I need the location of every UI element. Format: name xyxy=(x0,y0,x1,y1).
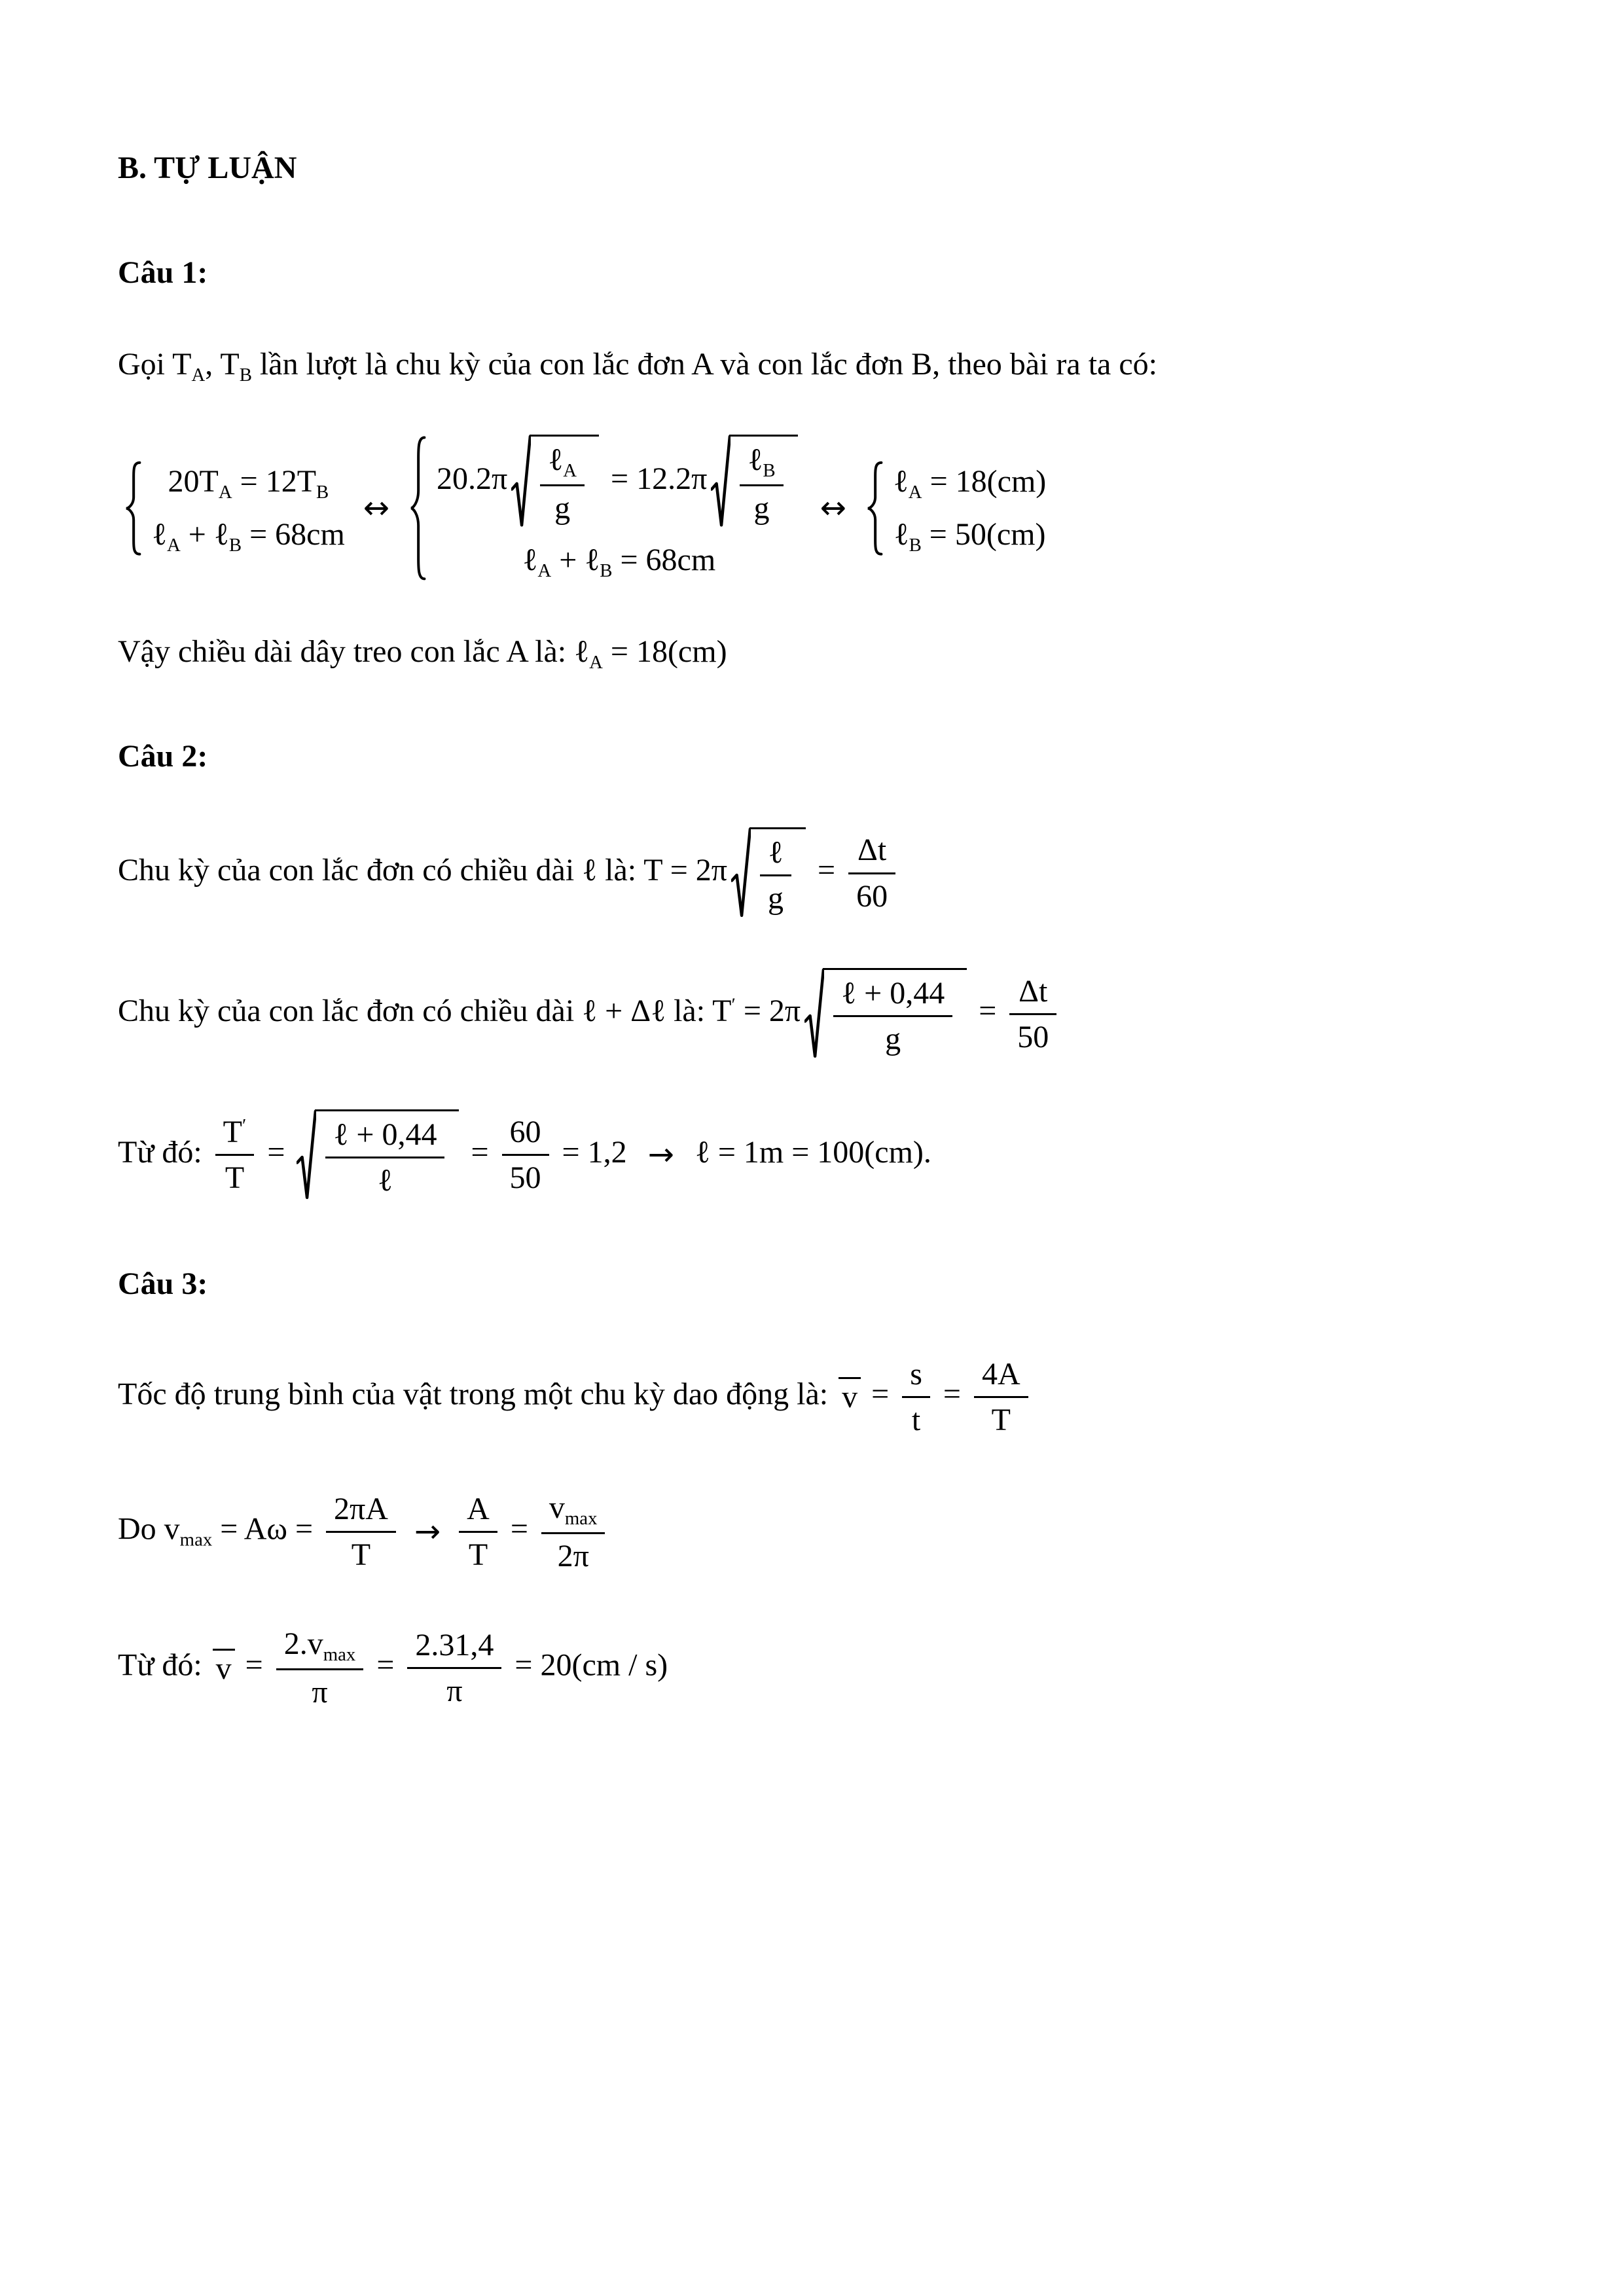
text-run: ℓ xyxy=(893,464,909,499)
text-run: T xyxy=(223,1115,242,1150)
subscript: B xyxy=(239,364,252,386)
text-run: = 18(cm) xyxy=(602,634,727,670)
overline-variable: v xyxy=(213,1649,235,1685)
q3-line2 xyxy=(118,1488,1513,1575)
radical-icon xyxy=(511,435,531,529)
numerator xyxy=(902,1355,930,1396)
numerator xyxy=(276,1624,364,1668)
square-root xyxy=(804,968,967,1060)
equation-system xyxy=(865,461,1046,556)
radical-icon xyxy=(297,1109,316,1201)
numerator xyxy=(459,1490,497,1531)
numerator xyxy=(974,1355,1028,1396)
text-run: 50 xyxy=(1017,1019,1049,1054)
text-run: ℓ + 0,44 xyxy=(333,1117,437,1152)
text-run: = 12.2π xyxy=(603,461,708,497)
text-run: ℓ xyxy=(893,516,909,552)
text-run: = 2π xyxy=(735,994,801,1029)
subscript: B xyxy=(316,482,329,503)
text-run: g xyxy=(768,881,784,916)
numerator xyxy=(740,440,783,484)
subscript: A xyxy=(191,364,206,386)
radicand xyxy=(729,435,797,529)
subscript: B xyxy=(909,534,922,556)
denominator xyxy=(833,1015,952,1058)
text-run: g xyxy=(753,491,770,526)
numerator xyxy=(1009,972,1056,1013)
text-run: = 1,2 xyxy=(554,1134,635,1170)
text-run: 50 xyxy=(509,1160,541,1196)
denominator xyxy=(740,484,783,528)
text-run: 60 xyxy=(509,1115,541,1150)
subscript: B xyxy=(228,534,242,556)
text-run: Từ đó: xyxy=(118,1134,210,1170)
text-run: Gọi T xyxy=(118,346,192,382)
system-rows xyxy=(893,461,1046,556)
text-run: ℓ xyxy=(748,442,763,478)
text-run: ℓ = 1m = 100(cm). xyxy=(687,1134,931,1170)
text-run: 2π xyxy=(557,1539,589,1574)
fraction xyxy=(541,1488,605,1575)
text-run: ℓ + 0,44 xyxy=(841,976,945,1011)
text-run: 20T xyxy=(168,464,219,499)
square-root xyxy=(711,435,797,529)
text-run: = xyxy=(237,1647,271,1683)
text-run: π xyxy=(446,1674,463,1709)
fraction xyxy=(760,833,791,918)
numerator xyxy=(848,831,895,872)
text-run: t xyxy=(911,1402,921,1437)
subscript: max xyxy=(323,1644,356,1666)
text-run: = xyxy=(463,1134,497,1170)
text-run: T xyxy=(468,1537,488,1573)
text-run: = xyxy=(971,994,1005,1029)
system-rows xyxy=(152,461,345,556)
radicand xyxy=(823,968,967,1060)
q1-conclusion xyxy=(118,631,1513,673)
text-run: Từ đó: xyxy=(118,1647,210,1683)
denominator xyxy=(276,1668,364,1712)
left-brace-icon xyxy=(408,435,427,582)
fraction xyxy=(276,1624,364,1712)
text-run: = xyxy=(935,1376,969,1412)
subscript: B xyxy=(600,560,613,582)
text-run: 20.2π xyxy=(437,461,508,497)
text-run: s xyxy=(910,1356,922,1391)
denominator xyxy=(502,1154,549,1197)
subscript: A xyxy=(908,482,922,503)
text-run: = 12T xyxy=(232,464,317,499)
text-run: 4A xyxy=(981,1356,1020,1391)
radicand xyxy=(749,827,806,919)
q1-system-equation xyxy=(118,435,1513,582)
radicand xyxy=(530,435,599,529)
fraction xyxy=(502,1113,549,1197)
numerator xyxy=(541,1488,605,1532)
overline-variable: v xyxy=(839,1377,861,1414)
section-title: B. TỰ LUẬN xyxy=(118,151,297,185)
denominator xyxy=(326,1531,396,1574)
numerator xyxy=(502,1113,549,1154)
numerator xyxy=(325,1115,444,1157)
q3-title: Câu 3: xyxy=(118,1266,208,1301)
text-run: = 20(cm / s) xyxy=(507,1647,668,1683)
subscript: max xyxy=(564,1508,598,1530)
denominator xyxy=(407,1667,501,1710)
text-run: = xyxy=(863,1376,897,1412)
system-rows xyxy=(437,435,802,582)
fraction xyxy=(540,440,585,528)
text-run: Chu kỳ của con lắc đơn có chiều dài ℓ + Δℓ là: T xyxy=(118,994,732,1029)
numerator xyxy=(540,440,585,484)
system-row xyxy=(893,461,1046,503)
text-run: = xyxy=(259,1134,293,1170)
square-root xyxy=(511,435,599,529)
equation-system xyxy=(123,461,345,556)
fraction xyxy=(1009,972,1056,1056)
q2-title: Câu 2: xyxy=(118,739,208,774)
q3-line3 xyxy=(118,1624,1513,1712)
text-run: Δt xyxy=(857,833,887,868)
q2-line2 xyxy=(118,968,1513,1060)
text-run: Tốc độ trung bình của vật trong một chu kỳ dao động là: xyxy=(118,1376,837,1412)
denominator xyxy=(902,1396,930,1439)
square-root xyxy=(297,1109,459,1201)
denominator xyxy=(848,872,895,916)
left-brace-icon xyxy=(865,461,884,556)
text-run: 2πA xyxy=(334,1491,388,1526)
text-run: π xyxy=(312,1675,328,1710)
fraction xyxy=(902,1355,930,1439)
text-run: T xyxy=(225,1160,245,1196)
fraction xyxy=(326,1490,396,1574)
text-run: T xyxy=(991,1402,1011,1437)
fraction xyxy=(215,1113,255,1197)
text-run: 60 xyxy=(856,878,888,914)
right-arrow-icon: → xyxy=(414,1513,441,1551)
fraction xyxy=(459,1490,497,1574)
fraction xyxy=(325,1115,444,1200)
text-run: + ℓ xyxy=(180,516,229,552)
text-run: ℓ xyxy=(548,442,564,478)
q2-line3 xyxy=(118,1109,1513,1201)
q1-intro-paragraph xyxy=(118,344,1513,386)
system-row xyxy=(894,514,1046,556)
text-run: ℓ xyxy=(377,1162,393,1198)
fraction xyxy=(974,1355,1028,1439)
numerator xyxy=(833,974,952,1015)
text-run: g xyxy=(885,1022,901,1057)
text-run: ℓ xyxy=(522,543,538,578)
denominator xyxy=(541,1532,605,1575)
text-run: = 68cm xyxy=(242,516,345,552)
subscript: A xyxy=(218,482,232,503)
text-run: = Aω = xyxy=(212,1511,321,1547)
text-run: = 50(cm) xyxy=(921,516,1046,552)
subscript: B xyxy=(763,460,776,482)
right-arrow-icon: → xyxy=(647,1136,674,1174)
fraction xyxy=(740,440,783,528)
subscript: A xyxy=(589,652,603,673)
numerator xyxy=(215,1113,255,1154)
radical-icon xyxy=(731,827,751,919)
text-run: Chu kỳ của con lắc đơn có chiều dài ℓ là: T = 2π xyxy=(118,853,728,888)
left-brace-icon xyxy=(123,461,143,556)
system-row xyxy=(168,461,329,503)
double-arrow-icon: ↔ xyxy=(363,490,390,527)
text-run: A xyxy=(467,1491,490,1526)
radical-icon xyxy=(711,435,731,529)
system-row xyxy=(522,539,715,582)
denominator xyxy=(540,484,585,528)
equation-system xyxy=(408,435,802,582)
denominator xyxy=(760,874,791,918)
denominator xyxy=(215,1154,255,1197)
text-run: + ℓ xyxy=(551,543,600,578)
superscript: ′ xyxy=(731,994,736,1016)
text-run: , T xyxy=(205,346,240,382)
text-run: g xyxy=(554,491,571,526)
numerator xyxy=(407,1626,501,1667)
superscript: ′ xyxy=(242,1115,247,1137)
system-row xyxy=(437,435,802,529)
text-run: lần lượt là chu kỳ của con lắc đơn A và con lắc đơn B, theo bài ra ta có: xyxy=(251,346,1157,382)
q1-title: Câu 1: xyxy=(118,255,208,290)
text-run: = 18(cm) xyxy=(922,464,1047,499)
text-run: v xyxy=(549,1490,565,1526)
denominator xyxy=(459,1531,497,1574)
text-run: 2.v xyxy=(283,1626,323,1662)
text-run: Do v xyxy=(118,1511,180,1547)
text-run: ℓ xyxy=(152,516,167,552)
denominator xyxy=(974,1396,1028,1439)
subscript: A xyxy=(167,534,181,556)
numerator xyxy=(326,1490,396,1531)
text-run: Vậy chiều dài dây treo con lắc A là: ℓ xyxy=(118,634,590,670)
text-run: ℓ xyxy=(768,834,784,870)
text-run: = 68cm xyxy=(612,543,716,578)
fraction xyxy=(407,1626,501,1710)
numerator xyxy=(760,833,791,874)
radicand xyxy=(315,1109,459,1201)
system-row xyxy=(152,514,345,556)
text-run: = xyxy=(502,1511,536,1547)
text-run: = xyxy=(810,853,844,888)
fraction xyxy=(833,974,952,1058)
text-run: = xyxy=(369,1647,403,1683)
fraction xyxy=(848,831,895,915)
square-root xyxy=(731,827,806,919)
radical-icon xyxy=(804,968,824,1060)
text-run: 2.31,4 xyxy=(415,1628,494,1663)
text-run: T xyxy=(351,1537,371,1573)
denominator xyxy=(1009,1013,1056,1056)
denominator xyxy=(325,1157,444,1200)
subscript: A xyxy=(563,460,577,482)
subscript: A xyxy=(537,560,552,582)
q2-line1 xyxy=(118,827,1513,919)
q3-line1 xyxy=(118,1355,1513,1439)
text-run: Δt xyxy=(1019,973,1048,1009)
subscript: max xyxy=(179,1529,213,1551)
double-arrow-icon: ↔ xyxy=(820,490,846,527)
